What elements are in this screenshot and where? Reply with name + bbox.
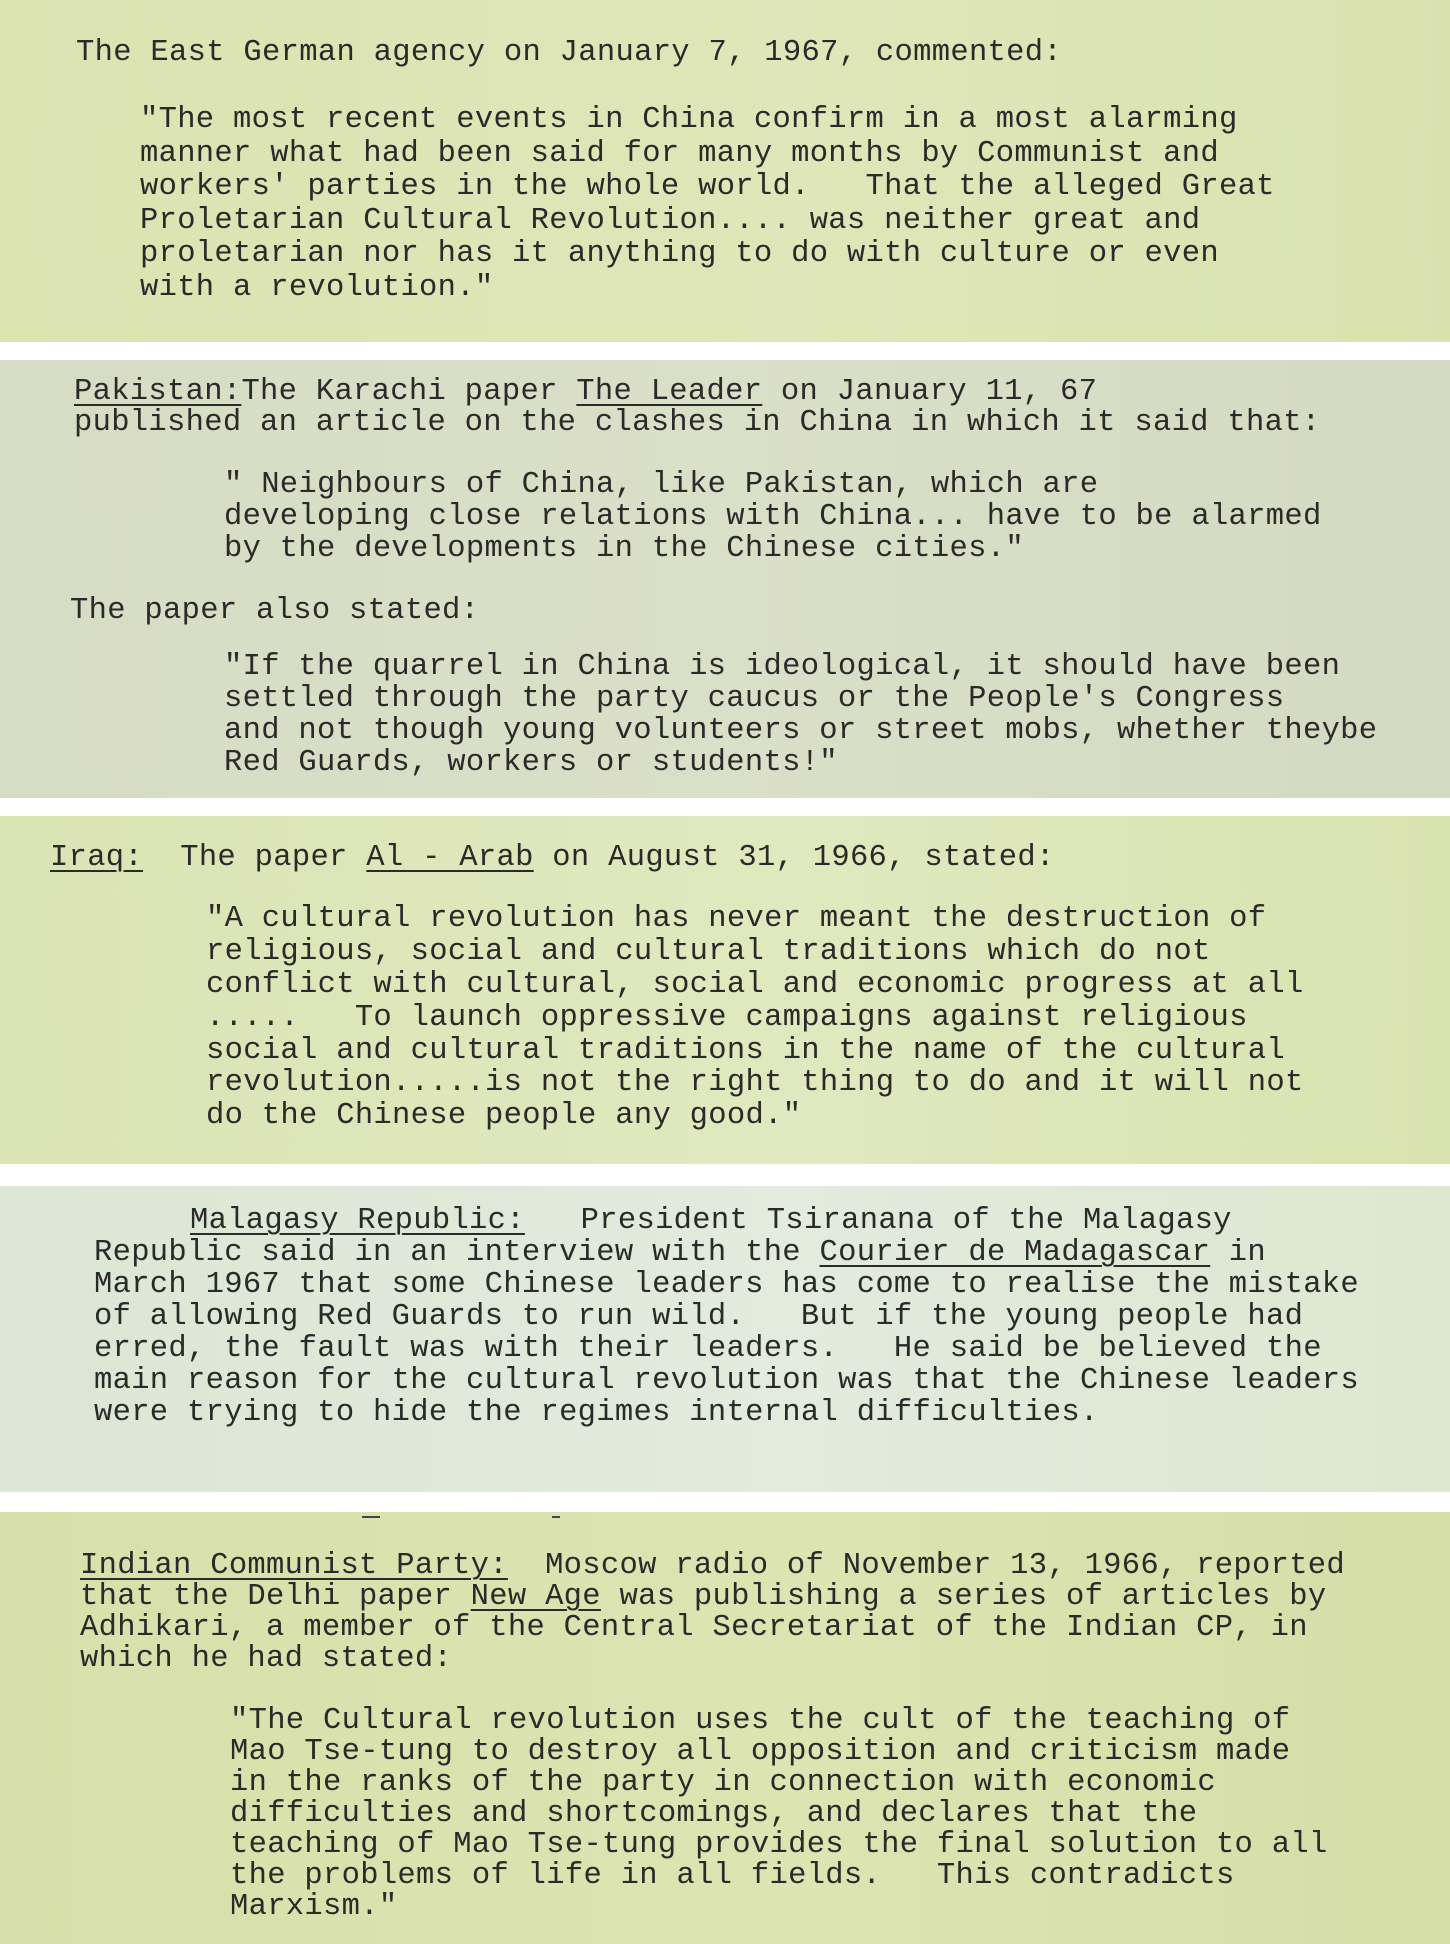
iraq-quote-line-6: revolution.....is not the right thing to do and it will not xyxy=(206,1066,1304,1100)
pakistan-quote1-line-2: developing close relations with China... have to be alarmed xyxy=(224,500,1322,534)
iraq-quote-line-1: "A cultural revolution has never meant the destruction of xyxy=(206,902,1267,936)
malagasy-line-3: March 1967 that some Chinese leaders has come to realise the mistake xyxy=(94,1268,1360,1302)
indian-cp-quote-line-7: Marxism." xyxy=(230,1890,398,1924)
east-german-quote-line-3: workers' parties in the whole world. That the alleged Great xyxy=(140,170,1275,204)
iraq-intro-pre: The paper xyxy=(143,841,367,875)
indian-cp-line-3: Adhikari, a member of the Central Secretariat of the Indian CP, in xyxy=(80,1611,1308,1645)
section-east-german xyxy=(0,0,1450,342)
indian-cp-heading: Indian Communist Party: xyxy=(80,1549,508,1583)
iraq-quote-line-2: religious, social and cultural traditions which do not xyxy=(206,935,1211,969)
section-malagasy xyxy=(0,1186,1450,1492)
indian-cp-quote-line-4: difficulties and shortcomings, and declares that the xyxy=(230,1797,1198,1831)
indian-cp-paper-name: New Age xyxy=(470,1580,601,1614)
malagasy-line-2-post: in xyxy=(1210,1236,1267,1270)
indian-cp-line-1 xyxy=(80,1549,1345,1583)
iraq-line-1 xyxy=(50,841,1055,875)
pakistan-line-2: published an article on the clashes in China in which it said that: xyxy=(74,406,1321,440)
east-german-quote-line-5: proletarian nor has it anything to do with culture or even xyxy=(140,237,1219,271)
indian-cp-quote-line-3: in the ranks of the party in connection with economic xyxy=(230,1766,1216,1800)
east-german-quote-line-6: with a revolution." xyxy=(140,271,494,305)
section-iraq xyxy=(0,816,1450,1164)
indian-cp-intro-post: Moscow radio of November 13, 1966, reported xyxy=(507,1549,1346,1583)
east-german-quote-line-1: "The most recent events in China confirm in a most alarming xyxy=(140,103,1238,137)
malagasy-line-2 xyxy=(94,1236,1266,1270)
malagasy-line-6: main reason for the cultural revolution was that the Chinese leaders xyxy=(94,1364,1360,1398)
iraq-quote-line-5: social and cultural traditions in the name of the cultural xyxy=(206,1034,1285,1068)
pakistan-also-stated: The paper also stated: xyxy=(70,594,480,628)
malagasy-line-1 xyxy=(190,1204,1232,1238)
indian-cp-line-4: which he had stated: xyxy=(80,1642,453,1676)
pakistan-paper-name: The Leader xyxy=(576,375,763,409)
pakistan-intro-post: on January 11, 67 xyxy=(762,375,1098,409)
indian-cp-line-2 xyxy=(80,1580,1326,1614)
pakistan-quote1-line-1: " Neighbours of China, like Pakistan, which are xyxy=(224,468,1099,502)
iraq-heading: Iraq: xyxy=(50,841,144,875)
east-german-intro: The East German agency on January 7, 1967, commented: xyxy=(76,36,1062,70)
east-german-quote-line-2: manner what had been said for many months by Communist and xyxy=(140,137,1219,171)
indian-cp-line-2-post: was publishing a series of articles by xyxy=(600,1580,1327,1614)
iraq-quote-line-4: ..... To launch oppressive campaigns against religious xyxy=(206,1001,1248,1035)
pakistan-quote2-line-3: and not though young volunteers or street mobs, whether theybe xyxy=(224,714,1378,748)
indian-cp-quote-line-1: "The Cultural revolution uses the cult of the teaching of xyxy=(230,1704,1291,1738)
pakistan-heading: Pakistan: xyxy=(74,375,242,409)
section-indian-cp xyxy=(0,1512,1450,1944)
section-pakistan xyxy=(0,360,1450,798)
east-german-quote-line-4: Proletarian Cultural Revolution.... was neither great and xyxy=(140,204,1201,238)
pakistan-quote2-line-4: Red Guards, workers or students!" xyxy=(224,746,838,780)
malagasy-paper-name: Courier de Madagascar xyxy=(819,1236,1211,1270)
malagasy-line-2-pre: Republic said in an interview with the xyxy=(94,1236,820,1270)
indian-cp-quote-line-2: Mao Tse-tung to destroy all opposition and criticism made xyxy=(230,1735,1291,1769)
indian-cp-quote-line-6: the problems of life in all fields. This contradicts xyxy=(230,1859,1235,1893)
iraq-quote-line-7: do the Chinese people any good." xyxy=(206,1099,802,1133)
indian-cp-quote-line-5: teaching of Mao Tse-tung provides the final solution to all xyxy=(230,1828,1328,1862)
indian-cp-line-2-pre: that the Delhi paper xyxy=(80,1580,471,1614)
pakistan-intro-pre: The Karachi paper xyxy=(241,375,577,409)
malagasy-intro-post: President Tsiranana of the Malagasy xyxy=(524,1204,1232,1238)
pakistan-quote1-line-3: by the developments in the Chinese cities." xyxy=(224,532,1024,566)
pakistan-line-1 xyxy=(74,375,1097,409)
malagasy-heading: Malagasy Republic: xyxy=(190,1204,525,1238)
stray-mark xyxy=(362,1516,380,1518)
iraq-paper-name: Al - Arab xyxy=(366,841,534,875)
pakistan-quote2-line-1: "If the quarrel in China is ideological, it should have been xyxy=(224,650,1341,684)
stray-mark xyxy=(552,1516,560,1518)
iraq-quote-line-3: conflict with cultural, social and economic progress at all xyxy=(206,968,1304,1002)
malagasy-line-5: erred, the fault was with their leaders. He said be believed the xyxy=(94,1332,1322,1366)
iraq-intro-post: on August 31, 1966, stated: xyxy=(533,841,1055,875)
malagasy-line-4: of allowing Red Guards to run wild. But if the young people had xyxy=(94,1300,1304,1334)
pakistan-quote2-line-2: settled through the party caucus or the People's Congress xyxy=(224,682,1285,716)
malagasy-line-7: were trying to hide the regimes internal difficulties. xyxy=(94,1396,1099,1430)
